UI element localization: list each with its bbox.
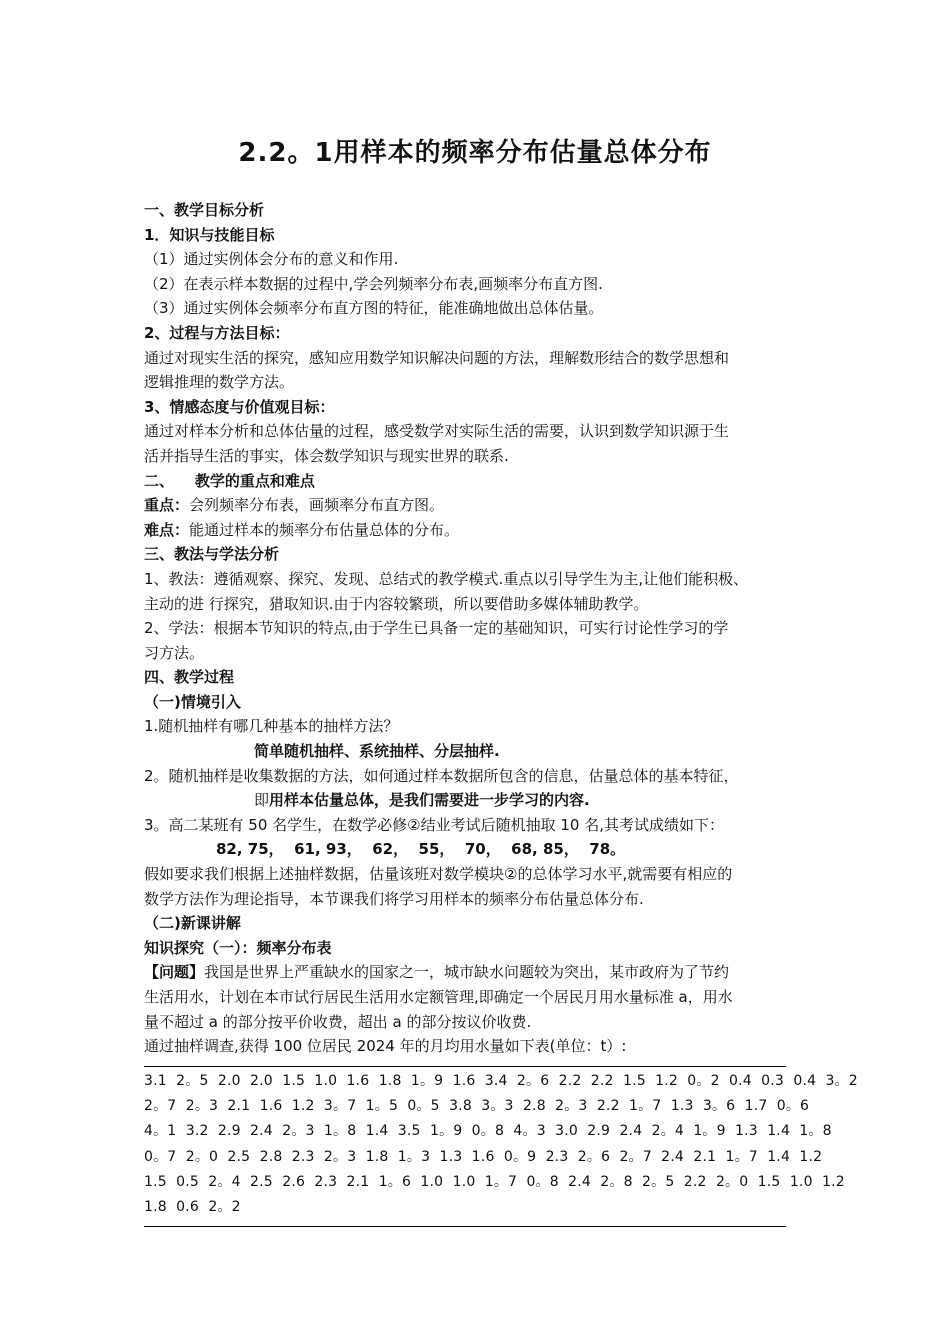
paragraph-line: 通过抽样调查,获得 100 位居民 2024 年的月均用水量如下表(单位：t）:	[144, 1037, 627, 1056]
subsection-heading: 2、过程与方法目标：	[144, 323, 290, 342]
answer-line: 简单随机抽样、系统抽样、分层抽样.	[254, 742, 500, 761]
question-line: 3。高二某班有 50 名学生，在数学必修②结业考试后随机抽取 10 名,其考试成绩如下：	[144, 815, 725, 834]
paragraph-line: 2、学法：根据本节知识的特点,由于学生已具备一定的基础知识，可实行讨论性学习的学	[144, 619, 729, 638]
paragraph-line: 通过对现实生活的探究，感知应用数学知识解决问题的方法，理解数形结合的数学思想和	[144, 348, 730, 367]
paragraph-line: 逻辑推理的数学方法。	[144, 373, 295, 392]
paragraph-line: 通过对样本分析和总体估量的过程，感受数学对实际生活的需要，认识到数学知识源于生	[144, 422, 730, 441]
paragraph-line: 1、教法：遵循观察、探究、发现、总结式的教学模式.重点以引导学生为主,让他们能积极、	[144, 569, 749, 588]
subsection-heading: 3、情感态度与价值观目标：	[144, 397, 335, 416]
problem-line	[144, 960, 808, 985]
answer-prefix: 即	[254, 791, 270, 810]
difficulty-text: 能通过样本的频率分布估量总体的分布。	[189, 520, 460, 539]
question-line: 2。随机抽样是收集数据的方法，如何通过样本数据所包含的信息，估量总体的基本特征，	[144, 766, 739, 785]
table-row: 1.5 0.5 2。4 2.5 2.6 2.3 2.1 1。6 1.0 1.0 1。7 0。8 2.4 2。8 2。5 2.2 2。0 1.5 1.0 1.2	[144, 1173, 845, 1190]
document-body	[144, 198, 808, 1059]
problem-text: 我国是世界上严重缺水的国家之一，城市缺水问题较为突出，某市政府为了节约	[204, 963, 730, 982]
table-row: 2。7 2。3 2.1 1.6 1.2 3。7 1。5 0。5 3.8 3。3 2.8 2。3 2.2 1。7 1.3 3。6 1.7 0。6	[144, 1098, 810, 1115]
key-point-label: 重点：	[144, 496, 190, 515]
section-heading: 二、 教学的重点和难点	[144, 471, 315, 490]
page-title: 2.2。1用样本的频率分布估量总体分布	[238, 138, 712, 168]
question-line: 1.随机抽样有哪几种基本的抽样方法？	[144, 717, 399, 736]
paragraph-line: 数学方法作为理论指导，本节课我们将学习用样本的频率分布估量总体分布.	[144, 889, 644, 908]
paragraph-line: （1）通过实例体会分布的意义和作用.	[144, 250, 399, 269]
paragraph-line: 主动的进 行探究，猎取知识.由于内容较繁琐，所以要借助多媒体辅助教学。	[144, 594, 649, 613]
paragraph-line: 假如要求我们根据上述抽样数据，估量该班对数学模块②的总体学习水平,就需要有相应的	[144, 865, 733, 884]
subsection-heading: 知识探究（一）：频率分布表	[144, 938, 332, 957]
difficulty-label: 难点：	[144, 520, 190, 539]
scores-line: 82, 75， 61, 93， 62， 55， 70， 68, 85， 78。	[216, 840, 626, 859]
key-point-line	[144, 493, 808, 518]
subsection-heading: （二)新课讲解	[144, 914, 241, 933]
paragraph-line: （2）在表示样本数据的过程中,学会列频率分布表,画频率分布直方图.	[144, 274, 603, 293]
paragraph-line: 习方法。	[144, 643, 205, 662]
subsection-heading: 1．知识与技能目标	[144, 225, 275, 244]
paragraph-line: 生活用水，计划在本市试行居民生活用水定额管理,即确定一个居民月用水量标准 a，用水	[144, 988, 733, 1006]
section-heading: 三、教法与学法分析	[144, 545, 280, 564]
problem-label: 【问题】	[144, 963, 205, 982]
water-usage-table	[144, 1066, 858, 1227]
paragraph-line: 量不超过 a 的部分按平价收费，超出 a 的部分按议价收费.	[144, 1012, 532, 1031]
answer-line	[144, 788, 808, 813]
table-row: 0。7 2。0 2.5 2.8 2.3 2。3 1.8 1。3 1.3 1.6 0。9 2.3 2。6 2。7 2.4 2.1 1。7 1.4 1.2	[144, 1148, 823, 1165]
section-heading: 一、教学目标分析	[144, 201, 265, 219]
section-heading: 四、教学过程	[144, 668, 235, 687]
table-row: 1.8 0.6 2。2	[144, 1199, 241, 1216]
key-point-text: 会列频率分布表，画频率分布直方图。	[189, 496, 445, 515]
paragraph-line: 活并指导生活的事实，体会数学知识与现实世界的联系.	[144, 446, 509, 465]
answer-bold: 用样本估量总体，是我们需要进一步学习的内容.	[269, 791, 590, 810]
difficulty-line	[144, 518, 808, 543]
subsection-heading: （一)情境引入	[144, 692, 241, 711]
table-row: 4。1 3.2 2.9 2.4 2。3 1。8 1.4 3.5 1。9 0。8 4。3 3.0 2.9 2.4 2。4 1。9 1.3 1.4 1。8	[144, 1123, 832, 1140]
paragraph-line: （3）通过实例体会频率分布直方图的特征，能准确地做出总体估量。	[144, 299, 604, 318]
table-row: 3.1 2。5 2.0 2.0 1.5 1.0 1.6 1.8 1。9 1.6 3.4 2。6 2.2 2.2 1.5 1.2 0。2 0.4 0.3 0.4 3。2	[144, 1073, 858, 1089]
